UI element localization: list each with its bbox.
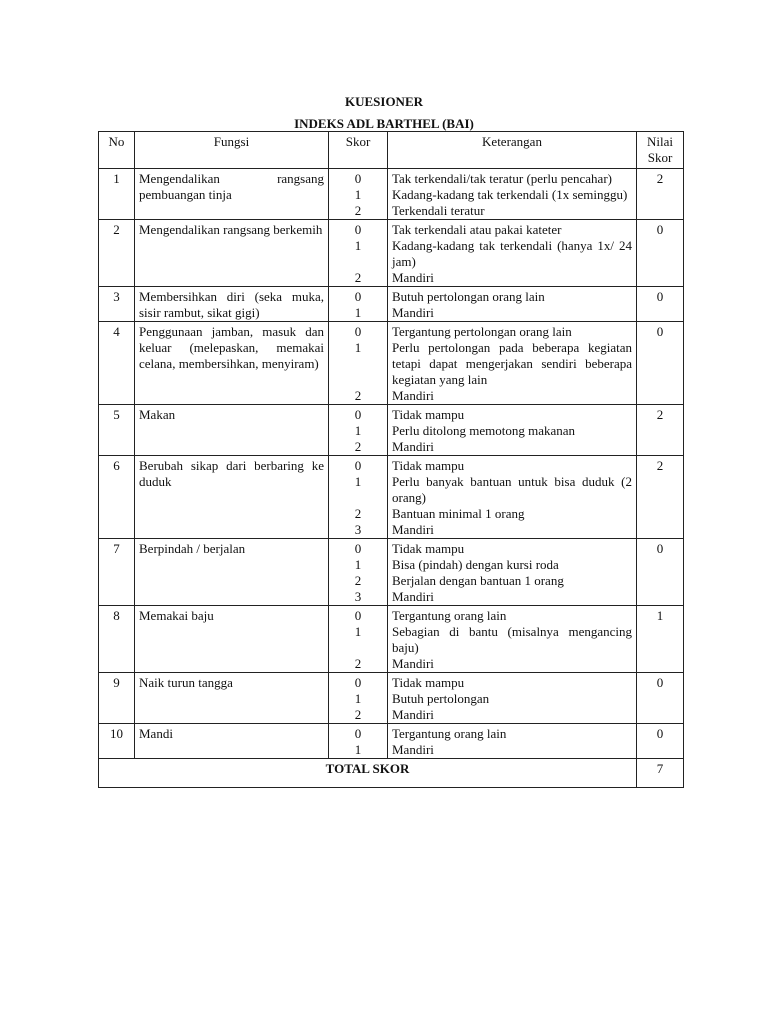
keterangan-option: Tergantung orang lain xyxy=(392,726,507,741)
row-keterangan-options xyxy=(388,287,637,322)
document-subtitle: INDEKS ADL BARTHEL (BAI) xyxy=(294,116,474,131)
barthel-index-table xyxy=(98,131,684,788)
row-number: 2 xyxy=(99,220,135,287)
row-keterangan-options xyxy=(388,322,637,405)
row-fungsi: Berubah sikap dari berbaring ke duduk xyxy=(135,456,329,539)
row-skor-options xyxy=(329,606,388,673)
table-body xyxy=(99,169,684,759)
skor-option: 2 xyxy=(354,573,362,588)
skor-option: 2 xyxy=(354,270,362,285)
table-header-row xyxy=(99,132,684,169)
keterangan-option: Mandiri xyxy=(392,439,434,454)
row-skor-options xyxy=(329,673,388,724)
total-label: TOTAL SKOR xyxy=(99,759,637,788)
row-nilai-skor: 0 xyxy=(637,287,684,322)
keterangan-option: Mandiri xyxy=(392,270,434,285)
row-fungsi: Penggunaan jamban, masuk dan keluar (melepaskan, memakai celana, membersihkan, menyiram) xyxy=(135,322,329,405)
skor-option: 2 xyxy=(354,506,362,521)
keterangan-option: Tidak mampu xyxy=(392,541,465,556)
row-skor-options xyxy=(329,724,388,759)
row-fungsi: Mengendalikan rangsang berkemih xyxy=(135,220,329,287)
skor-option: 2 xyxy=(354,203,362,218)
row-nilai-skor: 0 xyxy=(637,673,684,724)
keterangan-option: Tidak mampu xyxy=(392,407,465,422)
row-keterangan-options xyxy=(388,405,637,456)
row-skor-options xyxy=(329,405,388,456)
row-fungsi: Berpindah / berjalan xyxy=(135,539,329,606)
row-number: 8 xyxy=(99,606,135,673)
row-skor-options xyxy=(329,539,388,606)
skor-option: 2 xyxy=(354,707,362,722)
skor-option: 1 xyxy=(354,423,362,438)
row-number: 4 xyxy=(99,322,135,405)
keterangan-option: Kadang-kadang tak terkendali (hanya 1x/ 24 jam) xyxy=(392,238,632,269)
keterangan-option: Tidak mampu xyxy=(392,458,465,473)
keterangan-option: Perlu banyak bantuan untuk bisa duduk (2 orang) xyxy=(392,474,632,505)
row-nilai-skor: 0 xyxy=(637,724,684,759)
row-nilai-skor: 2 xyxy=(637,456,684,539)
table-row xyxy=(99,287,684,322)
keterangan-option: Butuh pertolongan xyxy=(392,691,490,706)
row-skor-options xyxy=(329,322,388,405)
total-row xyxy=(99,759,684,788)
skor-option: 1 xyxy=(354,238,362,253)
header-nilai-skor: Nilai Skor xyxy=(637,132,684,169)
row-keterangan-options xyxy=(388,724,637,759)
header-fungsi: Fungsi xyxy=(135,132,329,169)
table-row xyxy=(99,673,684,724)
row-nilai-skor: 2 xyxy=(637,169,684,220)
keterangan-option: Perlu ditolong memotong makanan xyxy=(392,423,576,438)
table-row xyxy=(99,405,684,456)
row-number: 3 xyxy=(99,287,135,322)
row-nilai-skor: 2 xyxy=(637,405,684,456)
skor-option: 0 xyxy=(354,608,362,623)
row-fungsi: Mandi xyxy=(135,724,329,759)
keterangan-option: Tak terkendali/tak teratur (perlu pencahar) xyxy=(392,171,612,186)
keterangan-option: Tergantung orang lain xyxy=(392,608,507,623)
row-keterangan-options xyxy=(388,220,637,287)
skor-option: 0 xyxy=(354,458,362,473)
keterangan-option: Mandiri xyxy=(392,656,434,671)
skor-option: 1 xyxy=(354,474,362,489)
header-no: No xyxy=(99,132,135,169)
row-skor-options xyxy=(329,287,388,322)
keterangan-option: Butuh pertolongan orang lain xyxy=(392,289,545,304)
row-number: 1 xyxy=(99,169,135,220)
table-row xyxy=(99,220,684,287)
row-keterangan-options xyxy=(388,673,637,724)
row-number: 5 xyxy=(99,405,135,456)
row-fungsi: Naik turun tangga xyxy=(135,673,329,724)
skor-option: 0 xyxy=(354,222,362,237)
skor-option: 1 xyxy=(354,624,362,639)
skor-option: 2 xyxy=(354,388,362,403)
row-skor-options xyxy=(329,169,388,220)
table-row xyxy=(99,724,684,759)
row-keterangan-options xyxy=(388,606,637,673)
skor-option: 3 xyxy=(354,522,362,537)
row-number: 6 xyxy=(99,456,135,539)
keterangan-option: Tidak mampu xyxy=(392,675,465,690)
document-title: KUESIONER xyxy=(344,94,424,109)
skor-option: 0 xyxy=(354,407,362,422)
skor-option: 0 xyxy=(354,675,362,690)
row-nilai-skor: 1 xyxy=(637,606,684,673)
keterangan-option: Tak terkendali atau pakai kateter xyxy=(392,222,562,237)
keterangan-option: Perlu pertolongan pada beberapa kegiatan tetapi dapat mengerjakan sendiri beberapa kegiatan yang lain xyxy=(392,340,632,387)
row-keterangan-options xyxy=(388,456,637,539)
skor-option: 3 xyxy=(354,589,362,604)
keterangan-option: Tergantung pertolongan orang lain xyxy=(392,324,572,339)
keterangan-option: Berjalan dengan bantuan 1 orang xyxy=(392,573,564,588)
row-skor-options xyxy=(329,456,388,539)
keterangan-option: Mandiri xyxy=(392,522,434,537)
keterangan-option: Mandiri xyxy=(392,742,434,757)
skor-option: 1 xyxy=(354,557,362,572)
skor-option: 0 xyxy=(354,171,362,186)
table-row xyxy=(99,322,684,405)
keterangan-option: Mandiri xyxy=(392,388,434,403)
total-value: 7 xyxy=(637,759,684,788)
keterangan-option: Sebagian di bantu (misalnya mengancing baju) xyxy=(392,624,632,655)
row-nilai-skor: 0 xyxy=(637,322,684,405)
row-fungsi: Makan xyxy=(135,405,329,456)
keterangan-option: Bisa (pindah) dengan kursi roda xyxy=(392,557,559,572)
skor-option: 0 xyxy=(354,541,362,556)
skor-option: 0 xyxy=(354,324,362,339)
skor-option: 1 xyxy=(354,340,362,355)
row-number: 9 xyxy=(99,673,135,724)
row-nilai-skor: 0 xyxy=(637,539,684,606)
keterangan-option: Bantuan minimal 1 orang xyxy=(392,506,525,521)
row-number: 10 xyxy=(99,724,135,759)
row-fungsi: Mengendalikan rangsang pembuangan tinja xyxy=(135,169,329,220)
row-number: 7 xyxy=(99,539,135,606)
keterangan-option: Kadang-kadang tak terkendali (1x seminggu) xyxy=(392,187,628,202)
row-keterangan-options xyxy=(388,539,637,606)
skor-option: 2 xyxy=(354,439,362,454)
table-row xyxy=(99,539,684,606)
table-row xyxy=(99,169,684,220)
skor-option: 1 xyxy=(354,691,362,706)
skor-option: 1 xyxy=(354,742,362,757)
row-nilai-skor: 0 xyxy=(637,220,684,287)
row-fungsi: Memakai baju xyxy=(135,606,329,673)
skor-option: 1 xyxy=(354,187,362,202)
header-keterangan: Keterangan xyxy=(388,132,637,169)
skor-option: 2 xyxy=(354,656,362,671)
keterangan-option: Terkendali teratur xyxy=(392,203,485,218)
header-skor: Skor xyxy=(329,132,388,169)
row-keterangan-options xyxy=(388,169,637,220)
keterangan-option: Mandiri xyxy=(392,589,434,604)
row-skor-options xyxy=(329,220,388,287)
keterangan-option: Mandiri xyxy=(392,707,434,722)
skor-option: 1 xyxy=(354,305,362,320)
table-row xyxy=(99,606,684,673)
row-fungsi: Membersihkan diri (seka muka, sisir rambut, sikat gigi) xyxy=(135,287,329,322)
skor-option: 0 xyxy=(354,726,362,741)
skor-option: 0 xyxy=(354,289,362,304)
keterangan-option: Mandiri xyxy=(392,305,434,320)
table-row xyxy=(99,456,684,539)
